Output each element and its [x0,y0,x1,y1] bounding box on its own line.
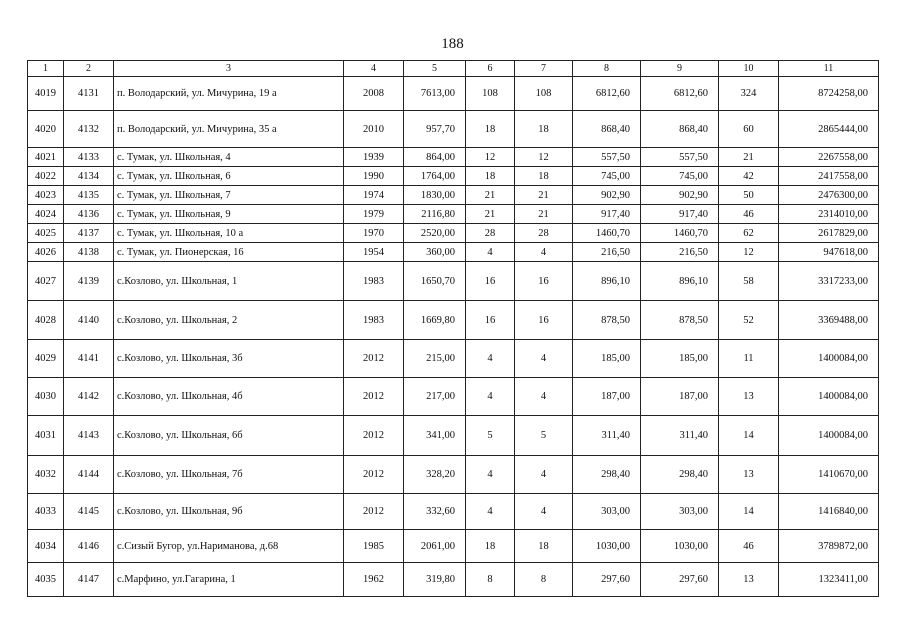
table-cell: 1400084,00 [779,378,879,416]
column-header: 3 [114,61,344,77]
table-cell: 28 [466,224,515,243]
table-cell: 4 [466,378,515,416]
table-cell: 902,90 [573,186,641,205]
table-cell: 4134 [64,167,114,186]
table-cell: 3789872,00 [779,530,879,563]
table-cell: 4022 [28,167,64,186]
table-row [28,111,879,148]
table-cell: 108 [466,77,515,111]
table-cell: 13 [719,563,779,597]
table-cell: 324 [719,77,779,111]
table-cell: 16 [466,301,515,340]
table-cell: 6812,60 [573,77,641,111]
table-cell: 216,50 [641,243,719,262]
table-cell: 1985 [344,530,404,563]
table-cell: 3369488,00 [779,301,879,340]
table-cell: 4135 [64,186,114,205]
table-cell: 4020 [28,111,64,148]
table-cell: 4028 [28,301,64,340]
table-cell: 2012 [344,494,404,530]
table-cell: 896,10 [641,262,719,301]
table-cell: 4138 [64,243,114,262]
table-row [28,494,879,530]
table-cell: 902,90 [641,186,719,205]
table-cell: 319,80 [404,563,466,597]
table-cell: 8 [466,563,515,597]
table-row [28,262,879,301]
table-cell: 1400084,00 [779,416,879,456]
table-cell: 557,50 [641,148,719,167]
table-cell: 1983 [344,262,404,301]
table-row [28,378,879,416]
table-cell: 18 [515,530,573,563]
table-cell: 1983 [344,301,404,340]
table-cell: 4033 [28,494,64,530]
table-cell: 5 [466,416,515,456]
table-cell: 46 [719,205,779,224]
table-cell: 50 [719,186,779,205]
table-cell: 4144 [64,456,114,494]
table-cell: 46 [719,530,779,563]
column-header: 2 [64,61,114,77]
table-cell: 4146 [64,530,114,563]
table-cell: 1410670,00 [779,456,879,494]
table-cell: 42 [719,167,779,186]
table-row [28,148,879,167]
table-cell: 4019 [28,77,64,111]
housing-table [27,60,879,597]
address-cell: с.Козлово, ул. Школьная, 4б [114,378,344,416]
table-cell: 21 [466,205,515,224]
table-cell: 108 [515,77,573,111]
table-cell: 1830,00 [404,186,466,205]
address-cell: с. Тумак, ул. Школьная, 7 [114,186,344,205]
address-cell: с.Козлово, ул. Школьная, 1 [114,262,344,301]
table-cell: 21 [515,186,573,205]
table-cell: 1323411,00 [779,563,879,597]
table-cell: 4137 [64,224,114,243]
table-cell: 4143 [64,416,114,456]
address-cell: с.Козлово, ул. Школьная, 6б [114,416,344,456]
table-cell: 13 [719,378,779,416]
table-cell: 11 [719,340,779,378]
table-cell: 4140 [64,301,114,340]
table-cell: 1400084,00 [779,340,879,378]
table-cell: 4035 [28,563,64,597]
table-cell: 21 [719,148,779,167]
address-cell: п. Володарский, ул. Мичурина, 35 а [114,111,344,148]
table-cell: 4025 [28,224,64,243]
table-cell: 1962 [344,563,404,597]
column-header: 9 [641,61,719,77]
column-header: 11 [779,61,879,77]
table-cell: 185,00 [641,340,719,378]
table-cell: 4029 [28,340,64,378]
table-cell: 328,20 [404,456,466,494]
table-cell: 4136 [64,205,114,224]
table-cell: 311,40 [573,416,641,456]
address-cell: п. Володарский, ул. Мичурина, 19 а [114,77,344,111]
table-cell: 1970 [344,224,404,243]
table-cell: 7613,00 [404,77,466,111]
table-cell: 185,00 [573,340,641,378]
table-cell: 8724258,00 [779,77,879,111]
table-cell: 12 [466,148,515,167]
column-header: 10 [719,61,779,77]
table-cell: 298,40 [573,456,641,494]
table-cell: 217,00 [404,378,466,416]
table-cell: 4034 [28,530,64,563]
table-cell: 878,50 [573,301,641,340]
table-cell: 3317233,00 [779,262,879,301]
table-cell: 2617829,00 [779,224,879,243]
table-cell: 4027 [28,262,64,301]
table-cell: 18 [466,530,515,563]
table-cell: 4142 [64,378,114,416]
table-cell: 303,00 [573,494,641,530]
table-cell: 4 [515,494,573,530]
table-cell: 1954 [344,243,404,262]
table-cell: 4131 [64,77,114,111]
table-cell: 216,50 [573,243,641,262]
table-cell: 557,50 [573,148,641,167]
table-cell: 16 [515,301,573,340]
table-row [28,167,879,186]
table-cell: 12 [719,243,779,262]
table-row [28,224,879,243]
table-row [28,301,879,340]
table-cell: 1939 [344,148,404,167]
table-cell: 4133 [64,148,114,167]
table-cell: 4 [466,456,515,494]
table-cell: 1416840,00 [779,494,879,530]
address-cell: с. Тумак, ул. Школьная, 10 а [114,224,344,243]
table-cell: 1030,00 [641,530,719,563]
table-cell: 360,00 [404,243,466,262]
table-row [28,416,879,456]
table-cell: 2865444,00 [779,111,879,148]
table-cell: 2012 [344,340,404,378]
address-cell: с. Тумак, ул. Школьная, 9 [114,205,344,224]
page-number: 188 [441,36,464,52]
table-cell: 62 [719,224,779,243]
column-header: 6 [466,61,515,77]
table-row [28,243,879,262]
table-cell: 187,00 [573,378,641,416]
table-cell: 58 [719,262,779,301]
table-cell: 2476300,00 [779,186,879,205]
table-cell: 745,00 [573,167,641,186]
table-cell: 4032 [28,456,64,494]
table-cell: 2012 [344,456,404,494]
table-cell: 2012 [344,416,404,456]
address-cell: с.Козлово, ул. Школьная, 9б [114,494,344,530]
table-cell: 2061,00 [404,530,466,563]
address-cell: с.Козлово, ул. Школьная, 7б [114,456,344,494]
table-cell: 2116,80 [404,205,466,224]
table-cell: 878,50 [641,301,719,340]
table-cell: 2520,00 [404,224,466,243]
table-cell: 18 [515,111,573,148]
table-cell: 4 [466,243,515,262]
table-row [28,530,879,563]
table-cell: 4 [515,340,573,378]
table-cell: 1460,70 [641,224,719,243]
address-cell: с.Козлово, ул. Школьная, 2 [114,301,344,340]
table-cell: 4132 [64,111,114,148]
header-row [28,61,879,77]
table-cell: 18 [466,167,515,186]
table-cell: 4141 [64,340,114,378]
table-cell: 6812,60 [641,77,719,111]
table-cell: 311,40 [641,416,719,456]
table-cell: 957,70 [404,111,466,148]
table-cell: 215,00 [404,340,466,378]
table-cell: 2314010,00 [779,205,879,224]
table-cell: 21 [466,186,515,205]
table-cell: 2267558,00 [779,148,879,167]
table-cell: 16 [466,262,515,301]
table-cell: 187,00 [641,378,719,416]
table-cell: 2008 [344,77,404,111]
table-cell: 297,60 [573,563,641,597]
column-header: 8 [573,61,641,77]
table-cell: 1650,70 [404,262,466,301]
table-cell: 1030,00 [573,530,641,563]
address-cell: с. Тумак, ул. Школьная, 6 [114,167,344,186]
table-cell: 4031 [28,416,64,456]
table-cell: 2010 [344,111,404,148]
table-cell: 4 [466,340,515,378]
table-cell: 868,40 [573,111,641,148]
table-cell: 868,40 [641,111,719,148]
table-row [28,340,879,378]
table-cell: 947618,00 [779,243,879,262]
table-cell: 298,40 [641,456,719,494]
table-cell: 28 [515,224,573,243]
table-cell: 303,00 [641,494,719,530]
table-cell: 4 [515,456,573,494]
table-cell: 2012 [344,378,404,416]
table-cell: 18 [515,167,573,186]
address-cell: с. Тумак, ул. Пионерская, 16 [114,243,344,262]
table-cell: 332,60 [404,494,466,530]
table-cell: 4147 [64,563,114,597]
table-cell: 1979 [344,205,404,224]
table-cell: 1764,00 [404,167,466,186]
table-row [28,563,879,597]
table-row [28,205,879,224]
column-header: 5 [404,61,466,77]
table-cell: 1669,80 [404,301,466,340]
table-cell: 14 [719,416,779,456]
table-cell: 4030 [28,378,64,416]
table-cell: 52 [719,301,779,340]
table-cell: 60 [719,111,779,148]
table-row [28,77,879,111]
table-cell: 16 [515,262,573,301]
table-cell: 4145 [64,494,114,530]
table-cell: 341,00 [404,416,466,456]
table-cell: 4139 [64,262,114,301]
table-cell: 21 [515,205,573,224]
table-cell: 297,60 [641,563,719,597]
table-cell: 917,40 [573,205,641,224]
address-cell: с.Козлово, ул. Школьная, 3б [114,340,344,378]
table-cell: 745,00 [641,167,719,186]
table-cell: 14 [719,494,779,530]
table-cell: 1460,70 [573,224,641,243]
table-cell: 5 [515,416,573,456]
table-cell: 864,00 [404,148,466,167]
table-cell: 4023 [28,186,64,205]
table-cell: 18 [466,111,515,148]
column-header: 7 [515,61,573,77]
table-cell: 12 [515,148,573,167]
table-cell: 917,40 [641,205,719,224]
address-cell: с.Марфино, ул.Гагарина, 1 [114,563,344,597]
address-cell: с. Тумак, ул. Школьная, 4 [114,148,344,167]
table-cell: 1990 [344,167,404,186]
table-cell: 1974 [344,186,404,205]
table-body [28,77,879,597]
table-cell: 4021 [28,148,64,167]
column-header: 4 [344,61,404,77]
table-cell: 4026 [28,243,64,262]
table-cell: 4 [466,494,515,530]
address-cell: с.Сизый Бугор, ул.Нариманова, д.68 [114,530,344,563]
table-row [28,186,879,205]
table-cell: 4 [515,378,573,416]
table-cell: 4024 [28,205,64,224]
table-row [28,456,879,494]
table-cell: 896,10 [573,262,641,301]
table-cell: 8 [515,563,573,597]
column-header: 1 [28,61,64,77]
table-cell: 4 [515,243,573,262]
table-cell: 2417558,00 [779,167,879,186]
table-cell: 13 [719,456,779,494]
